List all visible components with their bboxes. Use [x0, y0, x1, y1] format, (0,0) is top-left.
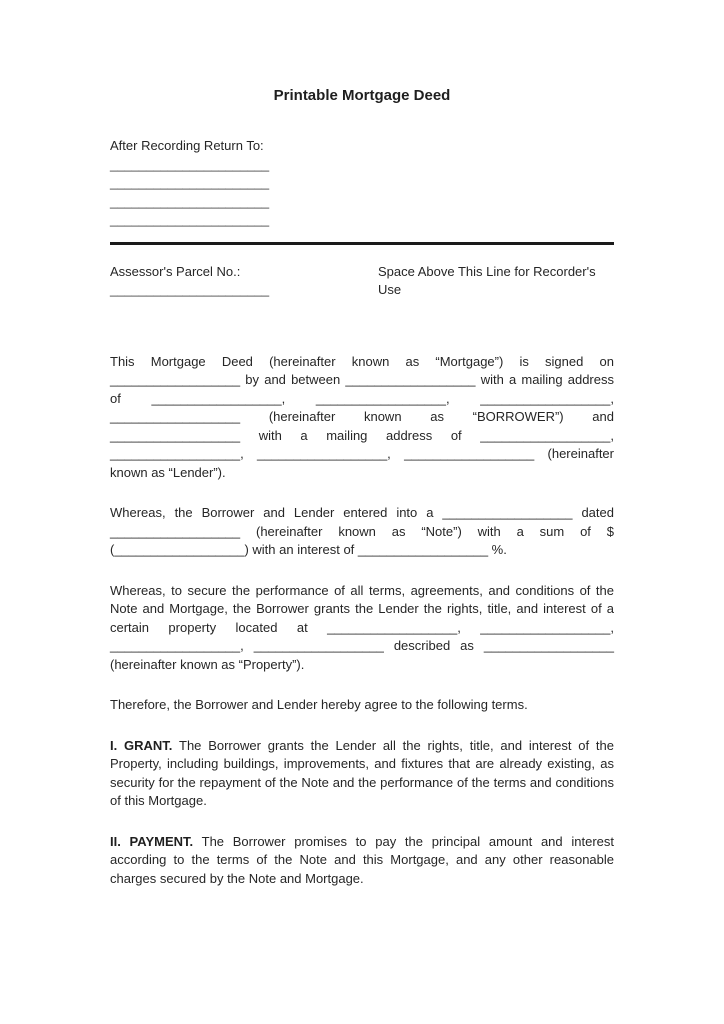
section-grant: [110, 737, 614, 811]
after-recording-blank-line-3: ______________________: [110, 193, 270, 209]
section-grant-body: The Borrower grants the Lender all the rights, title, and interest of the Property, including buildings, improvements, and fixtures that are already existing, as security for the repayment of the Note and the performance of the terms and conditions of this Mortgage.: [110, 737, 614, 808]
therefore-paragraph: Therefore, the Borrower and Lender hereby agree to the following terms.: [110, 697, 528, 712]
after-recording-blank-line-4: ______________________: [110, 212, 270, 227]
intro-paragraph: This Mortgage Deed (hereinafter known as “Mortgage”) is signed on __________________ by and between __________________ with a mailing address of __________________, __________________, __________________, __________________ (hereinafter known as “BORROWER”) and __________________ with a mailing address of __________________, __________________, __________________, __________________ (hereinafter known as “Lender”).: [110, 353, 614, 480]
whereas-property-paragraph: Whereas, to secure the performance of all terms, agreements, and conditions of the Note and Mortgage, the Borrower grants the Lender the rights, title, and interest of a certain property located at __________________, __________________, __________________, __________________ described as __________________ (hereinafter known as “Property”).: [110, 582, 614, 672]
section-payment-label: II. PAYMENT.: [110, 833, 194, 849]
whereas-note-paragraph: Whereas, the Borrower and Lender entered into a __________________ dated __________________ (hereinafter known as “Note”) with a sum of $ (__________________) with an interest of __________________ %.: [110, 505, 614, 557]
section-payment: [110, 833, 614, 889]
document-title: Printable Mortgage Deed: [273, 87, 451, 104]
parcel-number-label: Assessor's Parcel No.:: [110, 263, 241, 279]
section-grant-label: I. GRANT.: [110, 737, 173, 753]
after-recording-blank-line-1: ______________________: [110, 156, 270, 172]
parcel-number-blank-line: ______________________: [110, 282, 270, 297]
recorder-strip: [110, 263, 614, 300]
section-payment-body: The Borrower promises to pay the principal amount and interest according to the terms of the Note and this Mortgage, and any other reasonable charges secured by the Note and Mortgage.: [110, 833, 614, 886]
after-recording-blank-line-2: ______________________: [110, 175, 270, 190]
recorder-divider-rule: [110, 242, 614, 245]
parcel-number-block: [110, 263, 378, 300]
after-recording-label: After Recording Return To:: [110, 138, 264, 153]
after-recording-block: [110, 137, 614, 230]
recorder-space-note: Space Above This Line for Recorder's Use: [378, 263, 596, 297]
